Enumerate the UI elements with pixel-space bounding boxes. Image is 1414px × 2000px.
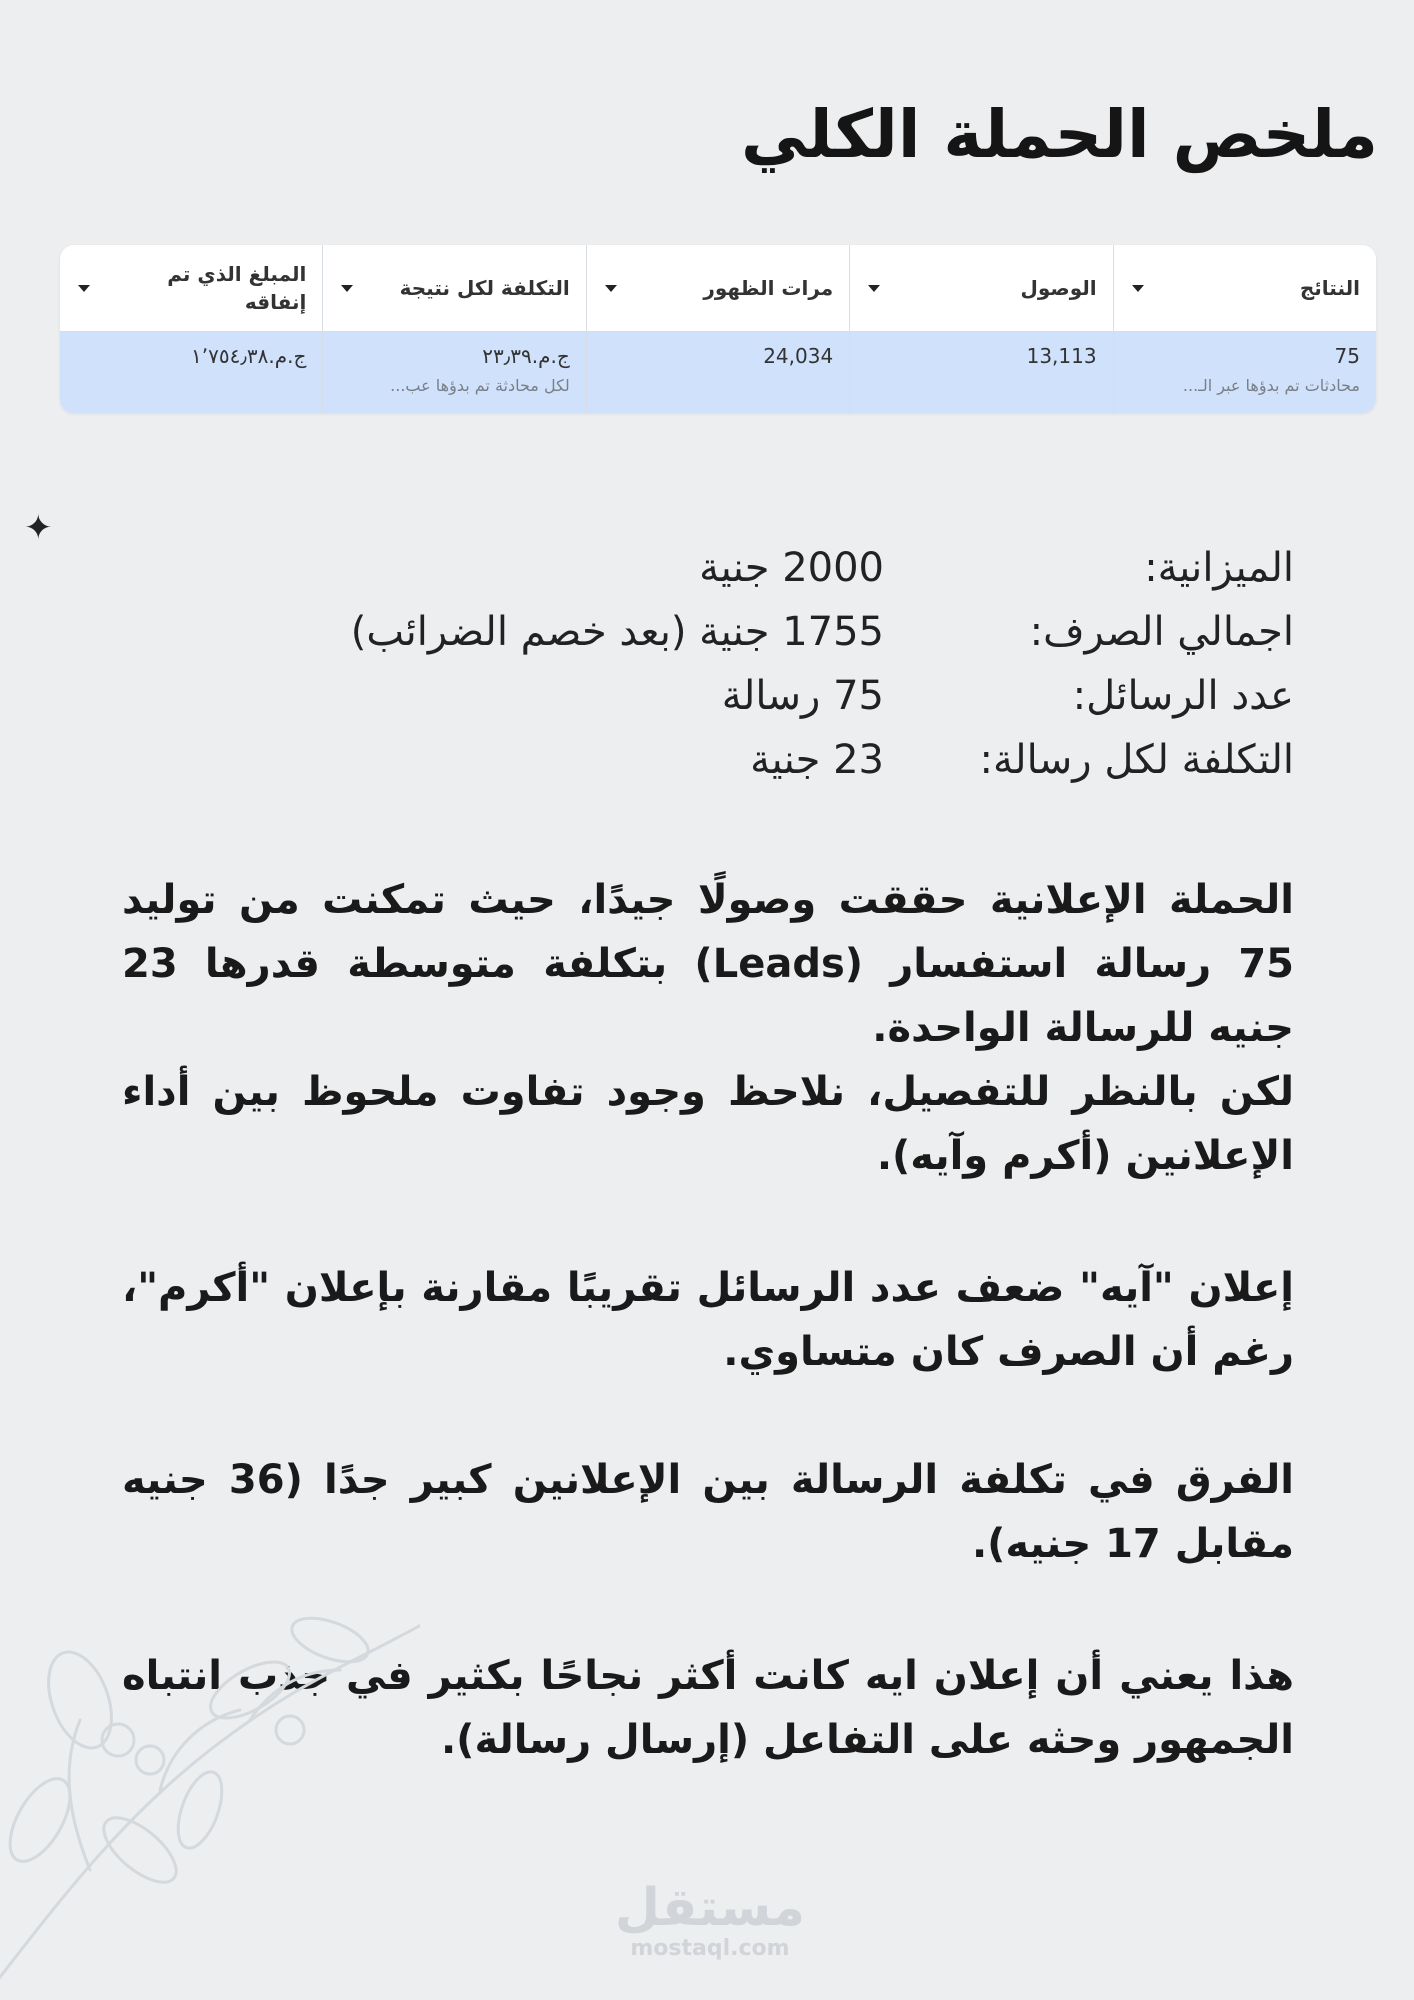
column-label: التكلفة لكل نتيجة bbox=[399, 276, 570, 300]
sort-caret-icon[interactable] bbox=[1132, 285, 1144, 292]
sort-caret-icon[interactable] bbox=[868, 285, 880, 292]
cell-value: ج.م.‏١٬٧٥٤٫٣٨ bbox=[191, 344, 307, 368]
column-label: الوصول bbox=[1020, 276, 1097, 300]
campaign-stats bbox=[194, 545, 1294, 801]
ads-results-table bbox=[60, 245, 1376, 413]
paragraph-cost-difference: الفرق في تكلفة الرسالة بين الإعلانين كبير جدًا (36 جنيه مقابل 17 جنيه). bbox=[122, 1457, 1294, 1567]
cell-results bbox=[1113, 332, 1376, 413]
cell-value: ج.م.‏٢٣٫٣٩ bbox=[482, 344, 570, 368]
table-header-row bbox=[60, 245, 1376, 332]
cell-value[interactable]: 75 bbox=[1334, 344, 1360, 368]
mostaql-watermark-logo bbox=[600, 1880, 820, 1961]
column-header-cost-per-result[interactable] bbox=[322, 245, 585, 331]
paragraph-conclusion: هذا يعني أن إعلان ايه كانت أكثر نجاحًا بكثير في جذب انتباه الجمهور وحثه على التفاعل (إرسال رسالة). bbox=[122, 1653, 1294, 1763]
column-header-reach[interactable] bbox=[849, 245, 1112, 331]
sort-caret-icon[interactable] bbox=[341, 285, 353, 292]
column-label: النتائج bbox=[1299, 276, 1360, 300]
stat-budget bbox=[194, 545, 1294, 609]
column-header-amount-spent[interactable] bbox=[60, 245, 322, 331]
stat-label: التكلفة لكل رسالة: bbox=[979, 737, 1294, 783]
column-label: المبلغ الذي تم إنفاقه bbox=[167, 262, 307, 314]
cell-value: 13,113 bbox=[1026, 344, 1097, 368]
paragraph-comparison: لكن بالنظر للتفصيل، نلاحظ وجود تفاوت ملحوظ بين أداء الإعلانين (أكرم وآيه). bbox=[122, 1069, 1294, 1179]
page-title: ملخص الحملة الكلي bbox=[740, 96, 1378, 173]
cell-subtext: محادثات تم بدؤها عبر الـ... bbox=[1182, 376, 1360, 395]
stat-value: 1755 جنية (بعد خصم الضرائب) bbox=[350, 609, 884, 655]
stat-cost-per-message bbox=[194, 737, 1294, 801]
paragraph-messages: إعلان "آيه" ضعف عدد الرسائل تقريبًا مقارنة بإعلان "أكرم"، رغم أن الصرف كان متساوي. bbox=[122, 1265, 1294, 1375]
paragraph-overview: الحملة الإعلانية حققت وصولًا جيدًا، حيث تمكنت من توليد 75 رسالة استفسار (Leads) بتكلفة متوسطة قدرها 23 جنيه للرسالة الواحدة. bbox=[122, 877, 1295, 1051]
olive-branch-decoration bbox=[0, 1520, 420, 2000]
table-row[interactable] bbox=[60, 332, 1376, 413]
sort-caret-icon[interactable] bbox=[78, 285, 90, 292]
cell-reach bbox=[849, 332, 1112, 413]
watermark-arabic: مستقل bbox=[614, 1878, 806, 1938]
sparkle-icon: ✦ bbox=[24, 508, 53, 548]
stat-total-spend bbox=[194, 609, 1294, 673]
stat-value: 2000 جنية bbox=[699, 545, 884, 591]
stat-value: 23 جنية bbox=[750, 737, 884, 783]
cell-cost-per-result bbox=[322, 332, 585, 413]
cell-impressions bbox=[586, 332, 849, 413]
column-header-impressions[interactable] bbox=[586, 245, 849, 331]
column-label: مرات الظهور bbox=[703, 276, 834, 300]
stat-messages-count bbox=[194, 673, 1294, 737]
sort-caret-icon[interactable] bbox=[605, 285, 617, 292]
cell-amount-spent bbox=[60, 332, 322, 413]
cell-subtext: لكل محادثة تم بدؤها عب... bbox=[390, 376, 570, 395]
cell-value: 24,034 bbox=[763, 344, 834, 368]
stat-value: 75 رسالة bbox=[721, 673, 884, 719]
stat-label: عدد الرسائل: bbox=[1072, 673, 1294, 719]
column-header-results[interactable] bbox=[1113, 245, 1376, 331]
stat-label: اجمالي الصرف: bbox=[1029, 609, 1294, 655]
watermark-latin: mostaql.com bbox=[630, 1936, 790, 1961]
stat-label: الميزانية: bbox=[1144, 545, 1294, 591]
